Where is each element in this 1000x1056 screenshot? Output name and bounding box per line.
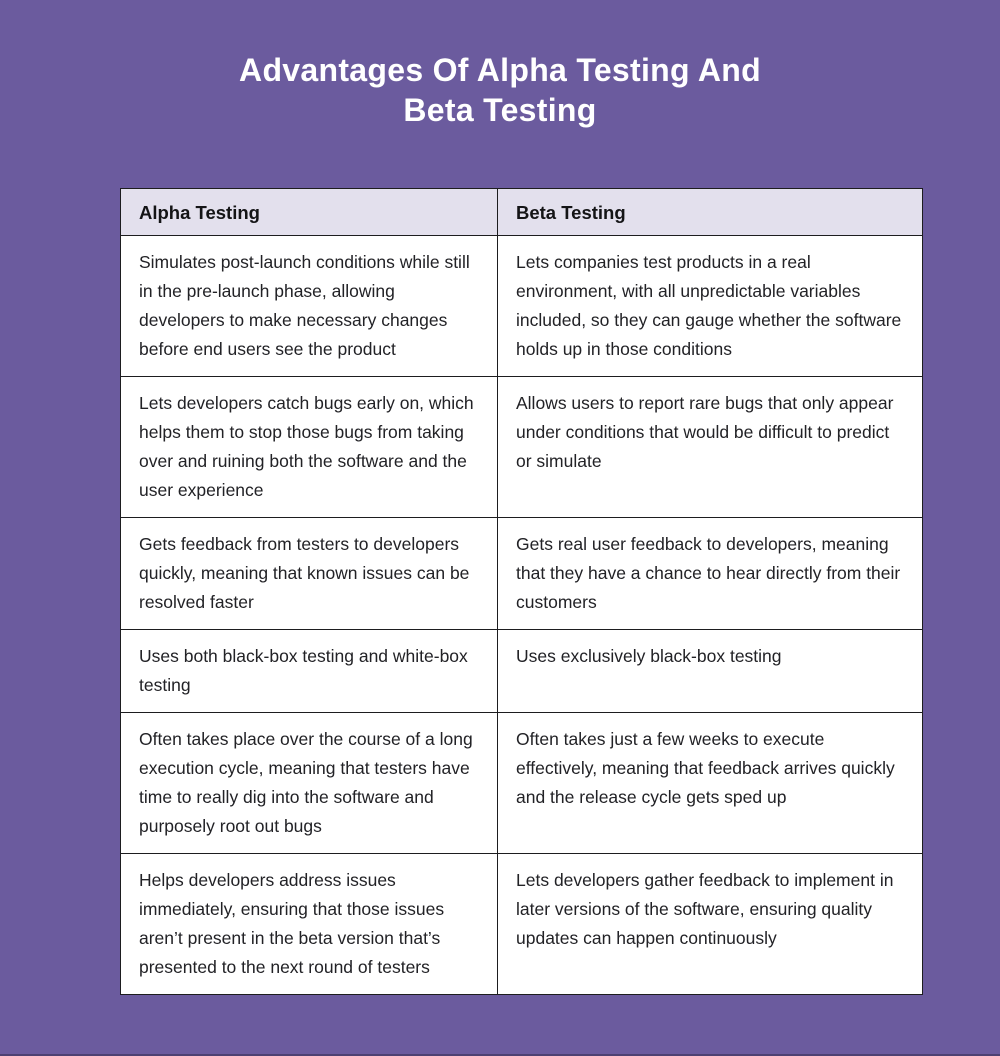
- beta-testing-cell: Often takes just a few weeks to execute effectively, meaning that feedback arrives quickly and the release cycle gets sped up: [498, 713, 923, 854]
- beta-testing-cell: Allows users to report rare bugs that only appear under conditions that would be difficult to predict or simulate: [498, 377, 923, 518]
- table-row: [121, 377, 923, 518]
- table-row: [121, 518, 923, 630]
- table-header-row: [121, 189, 923, 236]
- alpha-testing-cell: Simulates post-launch conditions while still in the pre-launch phase, allowing developers to make necessary changes before end users see the product: [121, 236, 498, 377]
- table-row: [121, 713, 923, 854]
- column-header-beta-testing: Beta Testing: [498, 189, 923, 236]
- alpha-testing-cell: Uses both black-box testing and white-box testing: [121, 630, 498, 713]
- page-title: [0, 0, 1000, 130]
- alpha-testing-cell: Often takes place over the course of a long execution cycle, meaning that testers have time to really dig into the software and purposely root out bugs: [121, 713, 498, 854]
- alpha-testing-cell: Lets developers catch bugs early on, which helps them to stop those bugs from taking over and ruining both the software and the user experience: [121, 377, 498, 518]
- page-title-line-1: Advantages Of Alpha Testing And: [239, 52, 761, 88]
- beta-testing-cell: Lets companies test products in a real environment, with all unpredictable variables included, so they can gauge whether the software holds up in those conditions: [498, 236, 923, 377]
- column-header-alpha-testing: Alpha Testing: [121, 189, 498, 236]
- page-title-line-2: Beta Testing: [403, 92, 597, 128]
- alpha-testing-cell: Helps developers address issues immediately, ensuring that those issues aren’t present in the beta version that’s presented to the next round of testers: [121, 854, 498, 995]
- comparison-table: [120, 188, 923, 995]
- table-row: [121, 854, 923, 995]
- table-row: [121, 630, 923, 713]
- beta-testing-cell: Lets developers gather feedback to implement in later versions of the software, ensuring quality updates can happen continuously: [498, 854, 923, 995]
- alpha-testing-cell: Gets feedback from testers to developers quickly, meaning that known issues can be resolved faster: [121, 518, 498, 630]
- beta-testing-cell: Gets real user feedback to developers, meaning that they have a chance to hear directly from their customers: [498, 518, 923, 630]
- beta-testing-cell: Uses exclusively black-box testing: [498, 630, 923, 713]
- table-row: [121, 236, 923, 377]
